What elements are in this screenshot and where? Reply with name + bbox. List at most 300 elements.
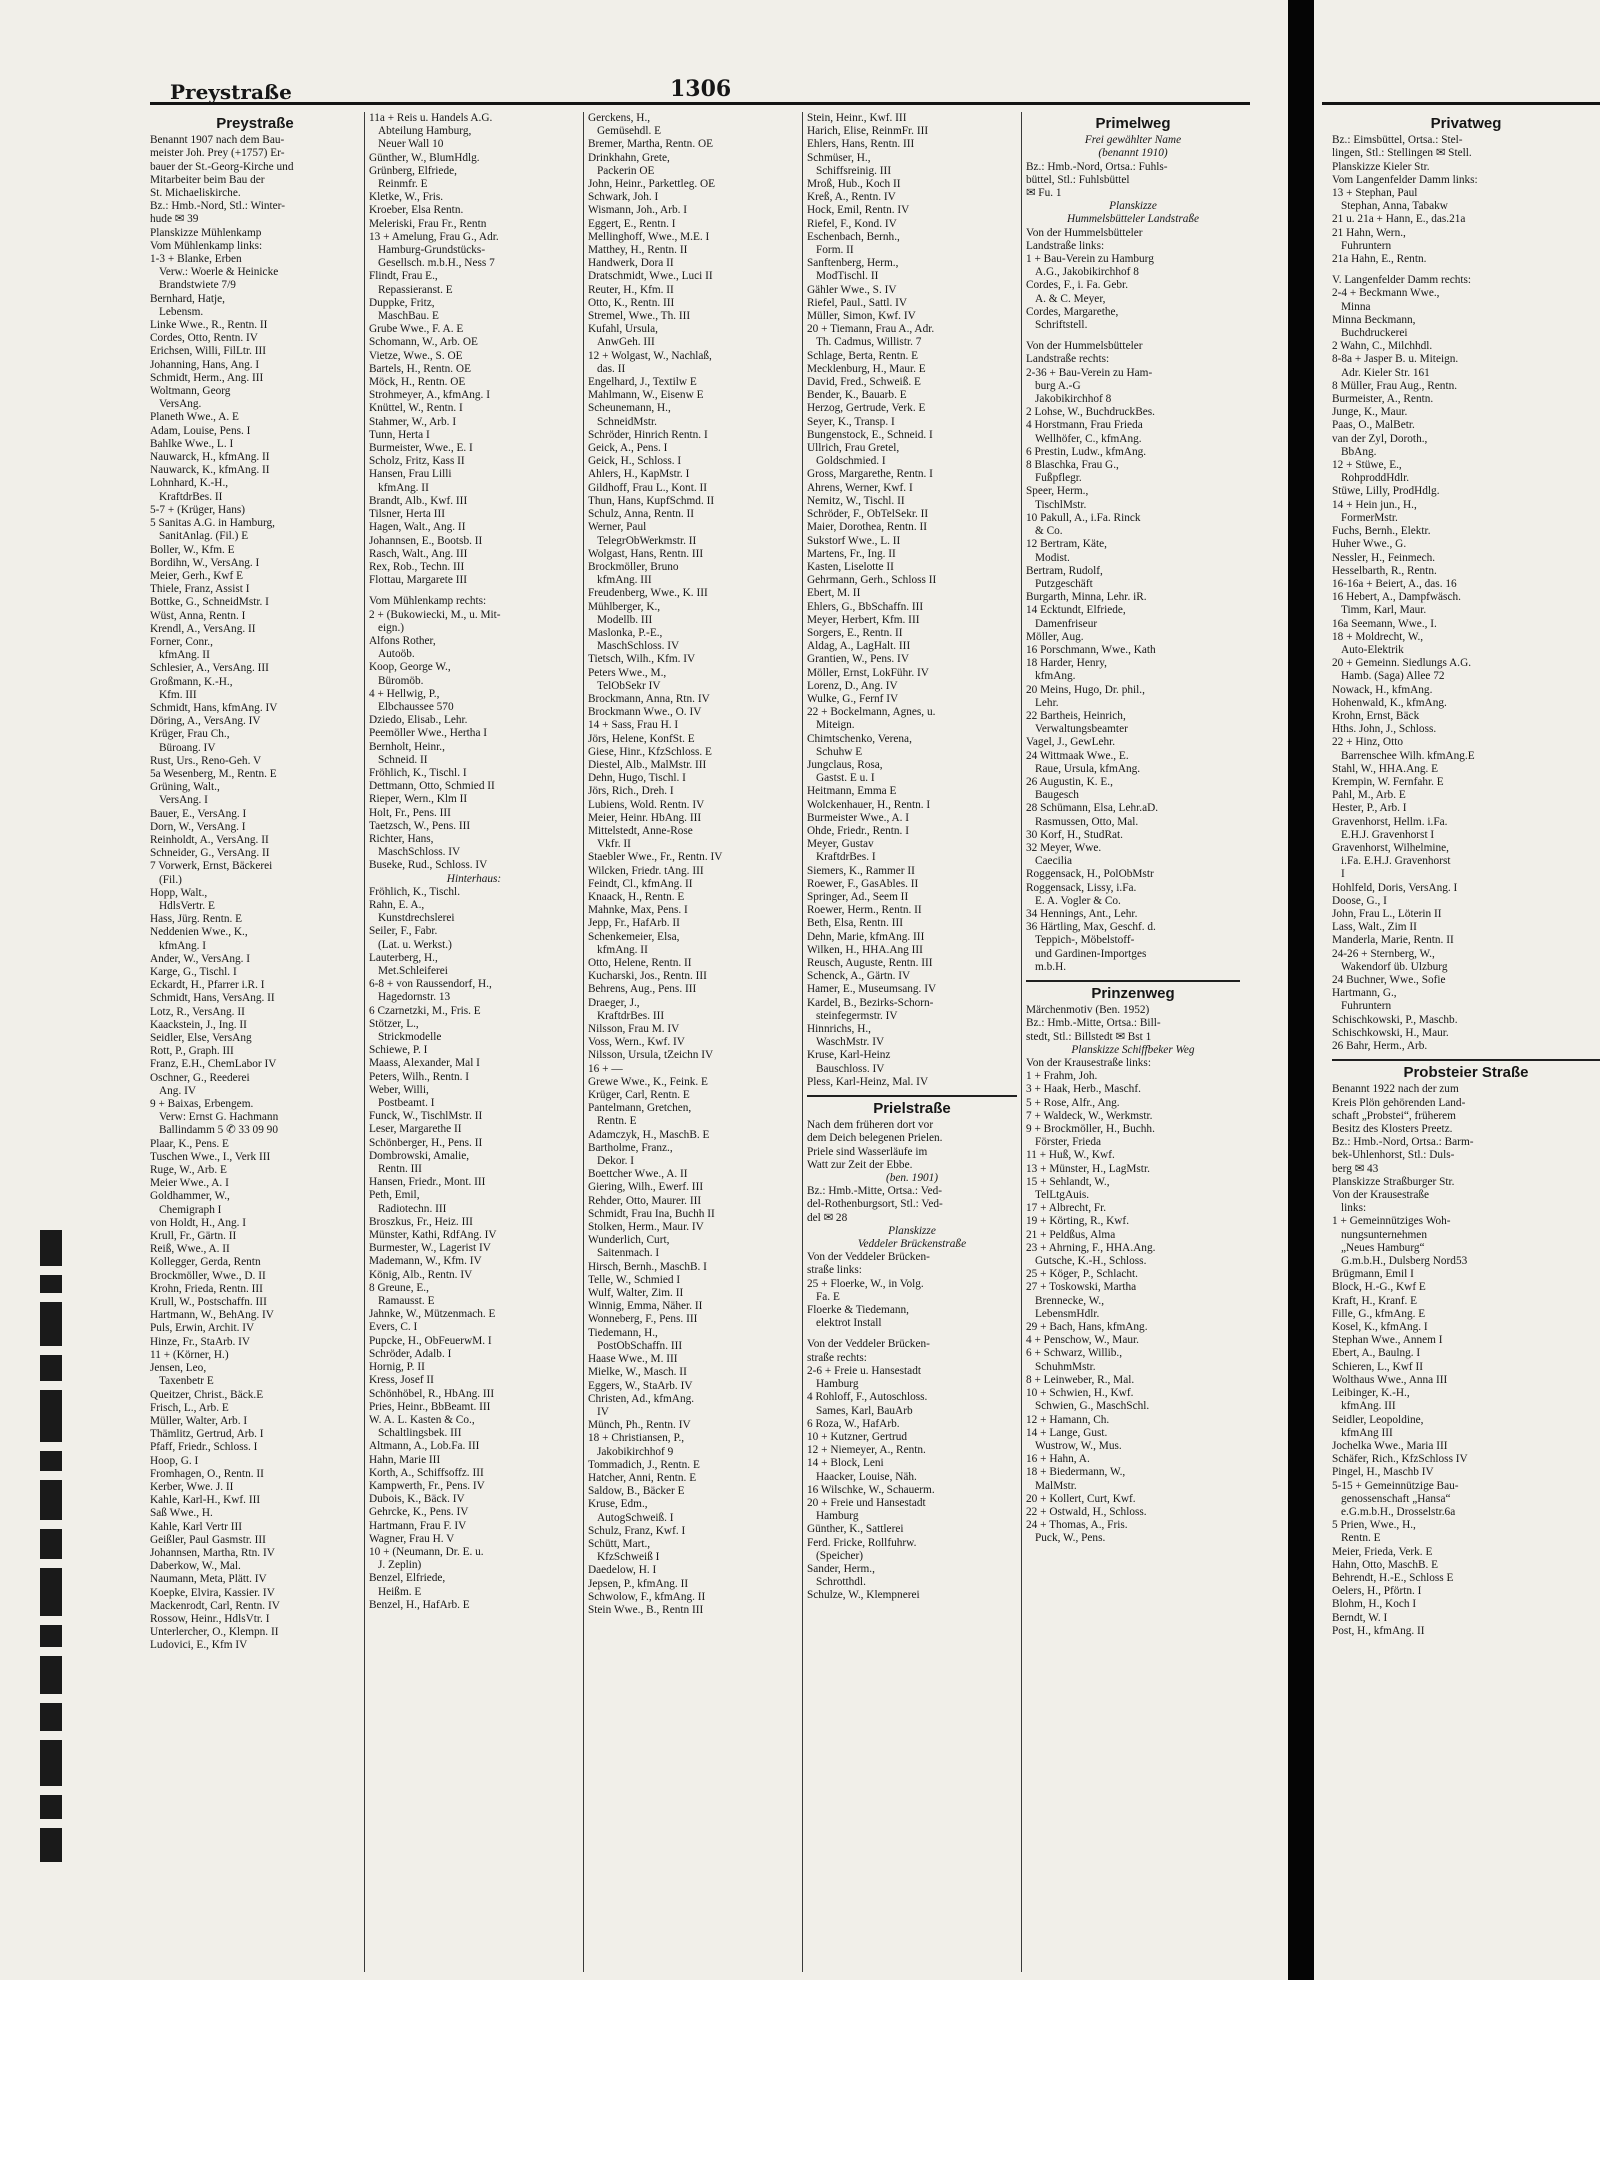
directory-entry: FormerMstr.	[1341, 511, 1398, 524]
directory-entry: Schröder, Hinrich Rentn. I	[588, 428, 708, 441]
directory-entry: Schmüser, H.,	[807, 151, 871, 164]
directory-entry: Schischkowski, P., Maschb.	[1332, 1013, 1458, 1026]
directory-entry: Buchdruckerei	[1341, 327, 1408, 340]
directory-entry: Elbchaussee 570	[378, 700, 454, 713]
directory-entry: Saldow, B., Bäcker E	[588, 1485, 685, 1498]
directory-entry: Märchenmotiv (Ben. 1952)	[1026, 1004, 1150, 1017]
directory-entry: Schulz, Franz, Kwf. I	[588, 1524, 686, 1537]
directory-entry: IV	[597, 1405, 609, 1418]
directory-entry: 9 + Brockmöller, H., Buchh.	[1026, 1123, 1155, 1136]
directory-entry: Grewe Wwe., K., Feink. E	[588, 1075, 708, 1088]
directory-entry: Auto-Elektrik	[1341, 643, 1404, 656]
directory-entry: Brockmöller, Bruno	[588, 560, 679, 573]
directory-entry: Goldschmied. I	[816, 455, 886, 468]
directory-entry: Duppke, Fritz,	[369, 296, 435, 309]
directory-entry: Meier Wwe., A. I	[150, 1177, 229, 1190]
directory-entry: Saß Wwe., H.	[150, 1507, 213, 1520]
directory-entry: Von der Hummelsbütteler	[1026, 226, 1143, 239]
directory-entry: 21 + Peldßus, Alma	[1026, 1228, 1116, 1241]
directory-entry: Kerber, Wwe. J. II	[150, 1480, 234, 1493]
directory-entry: Krüger, Frau Ch.,	[150, 728, 230, 741]
directory-entry: Damenfriseur	[1035, 617, 1098, 630]
directory-entry: 13 + Münster, H., LagMstr.	[1026, 1162, 1150, 1175]
directory-entry: Vom Mühlenkamp rechts:	[369, 595, 487, 608]
directory-entry: Rentn. E	[1341, 1532, 1381, 1545]
directory-entry: Pless, Karl-Heinz, Mal. IV	[807, 1075, 929, 1088]
directory-entry: Kunstdrechslerei	[378, 912, 455, 925]
directory-entry: 21 u. 21a + Hann, E., das.21a	[1332, 213, 1466, 226]
directory-entry: Harich, Elise, ReinmFr. III	[807, 125, 929, 138]
directory-entry: MaschBau. E	[378, 310, 439, 323]
directory-entry: Krull, Fr., Gärtn. II	[150, 1230, 237, 1243]
directory-entry: Bahlke Wwe., L. I	[150, 437, 234, 450]
directory-entry: Jakobikirchhof 8	[1035, 393, 1112, 406]
directory-entry: Frisch, L., Arb. E	[150, 1401, 229, 1414]
directory-entry: Jepp, Fr., HafArb. II	[588, 917, 680, 930]
directory-entry: Stötzer, L.,	[369, 1017, 419, 1030]
directory-entry: Krendl, A., VersAng. II	[150, 622, 256, 635]
directory-entry: Hahn, Marie III	[369, 1453, 441, 1466]
directory-entry: Jochelka Wwe., Maria III	[1332, 1439, 1448, 1452]
directory-entry: W. A. L. Kasten & Co.,	[369, 1413, 475, 1426]
directory-entry: Hester, P., Arb. I	[1332, 802, 1407, 815]
directory-entry: Christen, Ad., kfmAng.	[588, 1392, 695, 1405]
directory-entry: Peters Wwe., M.,	[588, 666, 667, 679]
directory-entry: Döring, A., VersAng. IV	[150, 715, 261, 728]
directory-entry: Von der Hummelsbütteler	[1026, 340, 1143, 353]
directory-entry: Wolthaus Wwe., Anna III	[1332, 1373, 1448, 1386]
directory-entry: 1 + Bau-Verein zu Hamburg	[1026, 253, 1154, 266]
directory-entry: Bz.: Hmb.-Mitte, Ortsa.: Bill-	[1026, 1017, 1161, 1030]
directory-entry: Naumann, Meta, Plätt. IV	[150, 1573, 267, 1586]
directory-entry: Jepsen, P., kfmAng. II	[588, 1577, 689, 1590]
directory-entry: straße links:	[807, 1264, 862, 1277]
directory-entry: Wolckenhauer, H., Rentn. I	[807, 798, 931, 811]
directory-entry: schaft „Probstei“, früherem	[1332, 1109, 1456, 1122]
directory-entry: Queitzer, Christ., Bäck.E	[150, 1388, 264, 1401]
directory-entry: 22 + Ostwald, H., Schloss.	[1026, 1505, 1147, 1518]
directory-entry: Hohlfeld, Doris, VersAng. I	[1332, 881, 1458, 894]
directory-entry: Roggensack, H., PolObMstr	[1026, 868, 1154, 881]
directory-entry: dem Deich belegenen Prielen.	[807, 1132, 943, 1145]
directory-entry: Bernhard, Hatje,	[150, 292, 225, 305]
directory-entry: 16 Wilschke, W., Schauerm.	[807, 1483, 935, 1496]
directory-entry: Watt zur Zeit der Ebbe.	[807, 1158, 913, 1171]
directory-entry: Wulke, G., Fernf IV	[807, 692, 899, 705]
directory-entry: SanitAnlag. (Fil.) E	[159, 530, 249, 543]
directory-entry: Chemigraph I	[159, 1203, 222, 1216]
directory-entry: büttel, Stl.: Fuhlsbüttel	[1026, 173, 1130, 186]
directory-entry: Meyer, Gustav	[807, 838, 874, 851]
directory-entry: Kaackstein, J., Ing. II	[150, 1018, 247, 1031]
directory-entry: Seyer, K., Transp. I	[807, 415, 895, 428]
directory-entry: Pries, Heinr., BbBeamt. III	[369, 1400, 491, 1413]
directory-entry: G.m.b.H., Dulsberg Nord53	[1341, 1255, 1468, 1268]
spacer	[369, 587, 579, 595]
directory-entry: Gutsche, K.-H., Schloss.	[1035, 1255, 1147, 1268]
directory-entry: Scheunemann, H.,	[588, 402, 671, 415]
directory-entry: Jensen, Leo,	[150, 1362, 207, 1375]
directory-entry: 26 Bahr, Herm., Arb.	[1332, 1040, 1428, 1053]
directory-entry: Gravenhorst, Hellm. i.Fa.	[1332, 815, 1448, 828]
directory-entry: Karge, G., Tischl. I	[150, 966, 237, 978]
directory-entry: Sames, Karl, BauArb	[816, 1404, 913, 1417]
directory-entry: Planskizze Mühlenkamp	[150, 226, 262, 239]
directory-entry: Alfons Rother,	[369, 634, 436, 647]
directory-entry: Vagel, J., GewLehr.	[1026, 736, 1116, 749]
directory-entry: das. II	[597, 362, 626, 375]
section-note: Planskizze Schiffbeker Weg	[1071, 1043, 1195, 1056]
directory-entry: Tilsner, Herta III	[369, 508, 445, 521]
section-note: Planskizze	[888, 1224, 936, 1237]
directory-entry: Priele sind Wasserläufe im	[807, 1145, 928, 1158]
directory-entry: 6 Czarnetzki, M., Fris. E	[369, 1004, 481, 1017]
section-note: Frei gewählter Name	[1084, 134, 1182, 147]
directory-entry: Voss, Wern., Kwf. IV	[588, 1036, 685, 1049]
directory-entry: Vom Langenfelder Damm links:	[1332, 173, 1478, 186]
directory-entry: Günther, K., Sattlerei	[807, 1523, 904, 1536]
directory-entry: Jungclaus, Rosa,	[807, 758, 883, 771]
directory-entry: 24 Wittmaak Wwe., E.	[1026, 749, 1129, 762]
directory-entry: Grünberg, Elfriede,	[369, 164, 457, 177]
directory-entry: Schmidt, Frau Ina, Buchh II	[588, 1207, 715, 1220]
directory-entry: berg ✉ 43	[1332, 1162, 1379, 1175]
directory-entry: Planskizze Kieler Str.	[1332, 160, 1430, 173]
directory-entry: Geick, H., Schloss. I	[588, 455, 682, 468]
directory-entry: Gastst. E u. I	[816, 772, 875, 785]
directory-entry: Lotz, R., VersAng. II	[150, 1005, 245, 1018]
directory-entry: Bartholme, Franz.,	[588, 1141, 673, 1154]
directory-entry: Stephan, Anna, Tabakw	[1341, 200, 1448, 213]
directory-entry: Tietsch, Wilh., Kfm. IV	[588, 653, 696, 666]
directory-entry: Burmeister, Wwe., E. I	[369, 442, 473, 455]
directory-entry: Taetzsch, W., Pens. III	[369, 819, 471, 832]
directory-entry: 10 Pakull, A., i.Fa. Rinck	[1026, 511, 1141, 524]
directory-entry: MaschSchloss. IV	[597, 640, 680, 653]
directory-entry: kfmAng III	[1341, 1426, 1393, 1439]
directory-entry: Kress, Josef II	[369, 1374, 434, 1387]
directory-entry: Ullrich, Frau Gretel,	[807, 442, 900, 455]
directory-entry: Rasmussen, Otto, Mal.	[1035, 815, 1139, 828]
directory-entry: 9 + Baixas, Erbengem.	[150, 1098, 254, 1111]
directory-entry: Müller, Walter, Arb. I	[150, 1414, 248, 1427]
directory-entry: Minna Beckmann,	[1332, 313, 1416, 326]
directory-column-right-page	[1332, 112, 1600, 1972]
directory-entry: Eschenbach, Bernh.,	[807, 230, 900, 243]
directory-entry: Schröder, Adalb. I	[369, 1347, 452, 1360]
directory-entry: Maass, Alexander, Mal I	[369, 1057, 480, 1070]
directory-entry: Nauwarck, K., kfmAng. II	[150, 464, 270, 477]
directory-entry: Ehlers, Hans, Rentn. III	[807, 138, 915, 151]
directory-entry: 1 + Frahm, Joh.	[1026, 1070, 1098, 1083]
directory-entry: Benzel, H., HafArb. E	[369, 1598, 470, 1611]
directory-entry: Brockmann, Anna, Rtn. IV	[588, 692, 710, 705]
directory-entry: 18 + Moldrecht, W.,	[1332, 630, 1424, 643]
directory-entry: Wonneberg, F., Pens. III	[588, 1313, 698, 1326]
directory-entry: steinfegermstr. IV	[816, 1009, 898, 1022]
directory-entry: Rossow, Heinr., HdlsVtr. I	[150, 1612, 270, 1625]
directory-entry: Johanning, Hans, Ang. I	[150, 358, 260, 371]
directory-entry: Kucharski, Jos., Rentn. III	[588, 970, 707, 983]
directory-entry: Krohn, Ernst, Bäck	[1332, 709, 1420, 722]
directory-entry: Otto, K., Rentn. III	[588, 296, 675, 309]
directory-entry: E.H.J. Gravenhorst I	[1341, 828, 1435, 841]
section-note: (benannt 1910)	[1098, 147, 1168, 160]
directory-entry: Schäfer, Rich., KfzSchloss IV	[1332, 1453, 1468, 1466]
directory-entry: bauer der St.-Georg-Kirche und	[150, 160, 294, 173]
directory-entry: Strohmeyer, A., kfmAng. I	[369, 389, 490, 402]
directory-entry: Lubiens, Wold. Rentn. IV	[588, 798, 705, 811]
directory-entry: Mahlmann, W., Eisenw E	[588, 389, 704, 402]
directory-entry: Wustrow, W., Mus.	[1035, 1439, 1122, 1452]
directory-entry: Sukstorf Wwe., L. II	[807, 534, 901, 547]
directory-entry: Riefel, F., Kond. IV	[807, 217, 897, 230]
directory-entry: Caecilia	[1035, 855, 1073, 868]
directory-entry: John, Heinr., Parkettleg. OE	[588, 178, 716, 191]
directory-entry: 27 + Toskowski, Martha	[1026, 1281, 1137, 1294]
directory-entry: Cordes, Otto, Rentn. IV	[150, 332, 258, 345]
directory-entry: 21a Hahn, E., Rentn.	[1332, 253, 1427, 266]
directory-entry: Ebert, A., Baulng. I	[1332, 1347, 1421, 1360]
directory-entry: Kampwerth, Fr., Pens. IV	[369, 1479, 485, 1492]
directory-entry: 8 Blaschka, Frau G.,	[1026, 459, 1119, 472]
directory-entry: Maslonka, P.-E.,	[588, 626, 663, 639]
directory-entry: 14 + Lange, Gust.	[1026, 1426, 1108, 1439]
directory-entry: Hesselbarth, R., Rentn.	[1332, 564, 1437, 577]
directory-entry: Rasch, Walt., Ang. III	[369, 547, 468, 560]
directory-entry: Von der Krausestraße	[1332, 1189, 1430, 1202]
directory-entry: Bernholt, Heinr.,	[369, 740, 445, 753]
directory-entry: Hatcher, Anni, Rentn. E	[588, 1471, 697, 1484]
directory-entry: Behrendt, H.-E., Schloss E	[1332, 1571, 1454, 1584]
directory-entry: Seidler, Leopoldine,	[1332, 1413, 1424, 1426]
directory-entry: Holt, Fr., Pens. III	[369, 806, 451, 819]
directory-entry: Linke Wwe., R., Rentn. II	[150, 319, 268, 332]
directory-entry: Stüwe, Lilly, ProdHdlg.	[1332, 485, 1440, 498]
directory-entry: Hartmann, Frau F. IV	[369, 1519, 467, 1532]
directory-entry: 12 Bertram, Käte,	[1026, 538, 1107, 551]
directory-entry: Von der Veddeler Brücken-	[807, 1251, 930, 1264]
directory-entry: 8 Greune, E.,	[369, 1281, 429, 1294]
directory-entry: 21 Hahn, Wern.,	[1332, 226, 1406, 239]
directory-entry: Ohde, Friedr., Rentn. I	[807, 824, 909, 837]
directory-entry: Telle, W., Schmied I	[588, 1273, 681, 1286]
directory-entry: 29 + Bach, Hans, kfmAng.	[1026, 1321, 1148, 1334]
directory-entry: Fromhagen, O., Rentn. II	[150, 1467, 264, 1480]
directory-entry: 16 Porschmann, Wwe., Kath	[1026, 643, 1156, 656]
directory-entry: del ✉ 28	[807, 1211, 848, 1224]
directory-entry: Schmidt, Herm., Ang. III	[150, 371, 264, 384]
directory-entry: 18 + Biedermann, W.,	[1026, 1466, 1126, 1479]
directory-entry: Modellb. III	[597, 613, 653, 626]
directory-entry: Jahnke, W., Mützenmach. E	[369, 1308, 496, 1321]
directory-entry: Rust, Urs., Reno-Geh. V	[150, 754, 262, 767]
page-number: 1306	[670, 76, 732, 102]
directory-entry: Gerckens, H.,	[588, 112, 651, 124]
directory-entry: Chimtschenko, Verena,	[807, 732, 912, 745]
directory-entry: 6 Roza, W., HafArb.	[807, 1417, 900, 1430]
directory-entry: meister Joh. Prey (+1757) Er-	[150, 147, 285, 160]
directory-entry: Schischkowski, H., Maur.	[1332, 1026, 1449, 1039]
directory-entry: Brockmann Wwe., O. IV	[588, 706, 702, 719]
directory-entry: e.G.m.b.H., Drosselstr.6a	[1341, 1505, 1456, 1518]
directory-entry: Schlage, Berta, Rentn. E	[807, 349, 919, 362]
directory-entry: Repassieranst. E	[378, 283, 453, 296]
directory-entry: 5 Sanitas A.G. in Hamburg,	[150, 517, 275, 530]
directory-entry: MalMstr.	[1035, 1479, 1077, 1492]
directory-entry: Mitarbeiter beim Bau der	[150, 173, 265, 186]
directory-entry: links:	[1341, 1202, 1367, 1215]
directory-entry: Bauschloss. IV	[816, 1062, 885, 1075]
directory-entry: Haacker, Louise, Näh.	[816, 1470, 917, 1483]
directory-entry: Brandt, Alb., Kwf. III	[369, 494, 468, 507]
directory-entry: Thämlitz, Gertrud, Arb. I	[150, 1428, 264, 1441]
street-heading: Preystraße	[216, 115, 294, 132]
directory-entry: Diestel, Alb., MalMstr. III	[588, 758, 707, 771]
directory-entry: „Neues Hamburg“	[1341, 1241, 1425, 1254]
directory-entry: Kruse, Edm.,	[588, 1498, 648, 1511]
directory-entry: Ramausst. E	[378, 1295, 435, 1308]
directory-entry: Haase Wwe., M. III	[588, 1353, 678, 1366]
directory-entry: 18 + Christiansen, P.,	[588, 1432, 685, 1445]
directory-entry: eign.)	[378, 621, 405, 634]
directory-entry: 14 + Hein jun., H.,	[1332, 498, 1417, 511]
directory-entry: van der Zyl, Doroth.,	[1332, 432, 1428, 445]
directory-entry: Roewer, Herm., Rentn. II	[807, 904, 922, 917]
directory-entry: Wolgast, Hans, Rentn. III	[588, 547, 704, 560]
directory-entry: 2 Lohse, W., BuchdruckBes.	[1026, 406, 1155, 419]
directory-entry: Lass, Walt., Zim II	[1332, 921, 1417, 934]
directory-entry: 12 + Niemeyer, A., Rentn.	[807, 1444, 926, 1457]
directory-entry: St. Michaeliskirche.	[150, 187, 241, 200]
directory-entry: Freudenberg, Wwe., K. III	[588, 587, 708, 600]
directory-entry: Neuer Wall 10	[378, 138, 444, 151]
directory-entry: Flindt, Frau E.,	[369, 270, 438, 283]
directory-entry: kfmAng. II	[597, 943, 648, 956]
section-divider	[1026, 980, 1240, 982]
directory-entry: 24-26 + Sternberg, W.,	[1332, 947, 1435, 960]
directory-entry: Bz.: Hmb.-Nord, Ortsa.: Fuhls-	[1026, 160, 1168, 173]
directory-entry: 4 Rohloff, F., Autoschloss.	[807, 1391, 928, 1404]
directory-entry: 1 + Gemeinnütziges Woh-	[1332, 1215, 1451, 1228]
directory-entry: Reusch, Auguste, Rentn. III	[807, 957, 933, 969]
directory-entry: I	[1341, 868, 1345, 881]
directory-entry: Planeth Wwe., A. E	[150, 411, 239, 424]
directory-entry: 15 + Sehlandt, W.,	[1026, 1175, 1110, 1188]
directory-entry: Eggers, W., StaArb. IV	[588, 1379, 693, 1392]
directory-entry: Fußpflegr.	[1035, 472, 1082, 485]
directory-entry: Siemers, K., Rammer II	[807, 864, 915, 877]
directory-entry: 25 + Köger, P., Schlacht.	[1026, 1268, 1138, 1281]
directory-entry: Baugesch	[1035, 789, 1079, 802]
directory-entry: Schiffsreinig. III	[816, 164, 892, 177]
directory-entry: Hass, Jürg. Rentn. E	[150, 913, 243, 926]
directory-entry: Winnig, Emma, Näher. II	[588, 1300, 703, 1313]
section-note: (ben. 1901)	[885, 1172, 939, 1185]
directory-entry: Schomann, W., Arb. OE	[369, 336, 478, 349]
directory-entry: Bartels, H., Rentn. OE	[369, 362, 471, 375]
directory-entry: Bertram, Rudolf,	[1026, 564, 1103, 577]
directory-entry: Kruse, Karl-Heinz	[807, 1049, 891, 1062]
directory-entry: SchneidMstr.	[597, 415, 657, 428]
directory-entry: Erichsen, Willi, FilLtr. III	[150, 345, 267, 358]
directory-entry: (Speicher)	[816, 1549, 864, 1562]
directory-entry: Dombrowski, Amalie,	[369, 1149, 470, 1162]
directory-entry: Kosel, K., kfmAng. I	[1332, 1321, 1428, 1334]
directory-entry: Landstraße links:	[1026, 239, 1105, 252]
directory-entry: 11a + Reis u. Handels A.G.	[369, 112, 493, 124]
street-heading: Privatweg	[1430, 115, 1502, 132]
directory-entry: MaschSchloss. IV	[378, 846, 461, 859]
section-note: Planskizze	[1109, 200, 1157, 213]
directory-entry: Schönberger, H., Pens. II	[369, 1136, 483, 1149]
directory-entry: 2-36 + Bau-Verein zu Ham-	[1026, 366, 1153, 379]
directory-entry: Wakendorf üb. Ulzburg	[1341, 960, 1448, 973]
directory-entry: Eckardt, H., Pfarrer i.R. I	[150, 979, 265, 992]
directory-entry: kfmAng.	[1035, 670, 1076, 683]
directory-entry: 6 + Schwarz, Willib.,	[1026, 1347, 1123, 1360]
directory-entry: Taxenbetr E	[159, 1375, 214, 1388]
directory-entry: und Gardinen-Importges	[1035, 947, 1147, 960]
directory-entry: Met.Schleiferei	[378, 965, 448, 977]
left-page	[150, 72, 1250, 1980]
directory-entry: Werner, Paul	[588, 521, 647, 534]
directory-entry: 14 + Block, Leni	[807, 1457, 884, 1470]
directory-entry: Fille, G., kfmAng. E	[1332, 1307, 1426, 1320]
directory-entry: Wulf, Walter, Zim. II	[588, 1287, 684, 1300]
directory-entry: Puck, W., Pens.	[1035, 1532, 1106, 1545]
directory-entry: 28 Schümann, Elsa, Lehr.aD.	[1026, 802, 1159, 815]
directory-entry: 23 + Ahrning, F., HHA.Ang.	[1026, 1241, 1156, 1254]
directory-entry: Benzel, Elfriede,	[369, 1572, 446, 1585]
directory-entry: Hagen, Walt., Ang. II	[369, 521, 466, 534]
section-note: Hummelsbütteler Landstraße	[1066, 213, 1200, 226]
directory-entry: Mahnke, Max, Pens. I	[588, 904, 688, 917]
directory-entry: Stremel, Wwe., Th. III	[588, 310, 691, 323]
directory-entry: Stein Wwe., B., Rentn III	[588, 1603, 704, 1616]
directory-entry: Heitmann, Emma E	[807, 785, 897, 798]
directory-entry: Broszkus, Fr., Heiz. III	[369, 1215, 473, 1228]
directory-entry: Knaack, H., Rentn. E	[588, 890, 685, 903]
directory-entry: burg A.-G	[1035, 379, 1081, 392]
directory-entry: Saitenmach. I	[597, 1247, 660, 1260]
directory-entry: Weber, Willi,	[369, 1083, 429, 1096]
directory-entry: Meier, Gerh., Kwf E	[150, 569, 244, 582]
directory-entry: Plaar, K., Pens. E	[150, 1137, 229, 1150]
directory-entry: Hinze, Fr., StaArb. IV	[150, 1335, 251, 1348]
directory-entry: Lebensm.	[159, 305, 204, 318]
street-heading: Prinzenweg	[1091, 985, 1175, 1002]
directory-entry: Stolken, Herm., Maur. IV	[588, 1221, 704, 1234]
directory-entry: Ehlers, G., BbSchaffn. III	[807, 600, 924, 613]
directory-entry: Tiedemann, H.,	[588, 1326, 658, 1339]
directory-entry: 8 + Leinweber, R., Mal.	[1026, 1373, 1135, 1386]
directory-entry: Ahrens, Werner, Kwf. I	[807, 481, 913, 494]
directory-entry: Unterlercher, O., Klempn. II	[150, 1626, 279, 1639]
directory-entry: Staebler Wwe., Fr., Rentn. IV	[588, 851, 723, 864]
directory-entry: Bungenstock, E., Schneid. I	[807, 428, 933, 441]
directory-entry: 16 + —	[588, 1062, 623, 1075]
directory-entry: Schulze, W., Klempnerei	[807, 1589, 920, 1602]
directory-entry: SchuhmMstr.	[1035, 1360, 1096, 1373]
directory-entry: Stahl, W., HHA.Ang. E	[1332, 762, 1439, 775]
directory-entry: Hamburg	[816, 1510, 859, 1523]
directory-entry: Rehder, Otto, Maurer. III	[588, 1194, 702, 1207]
directory-entry: Teppich-, Möbelstoff-	[1035, 934, 1135, 947]
directory-entry: Feindt, Cl., kfmAng. II	[588, 877, 693, 890]
directory-entry: Schiewe, P. I	[369, 1044, 428, 1057]
directory-entry: Schneider, G., VersAng. II	[150, 847, 270, 860]
